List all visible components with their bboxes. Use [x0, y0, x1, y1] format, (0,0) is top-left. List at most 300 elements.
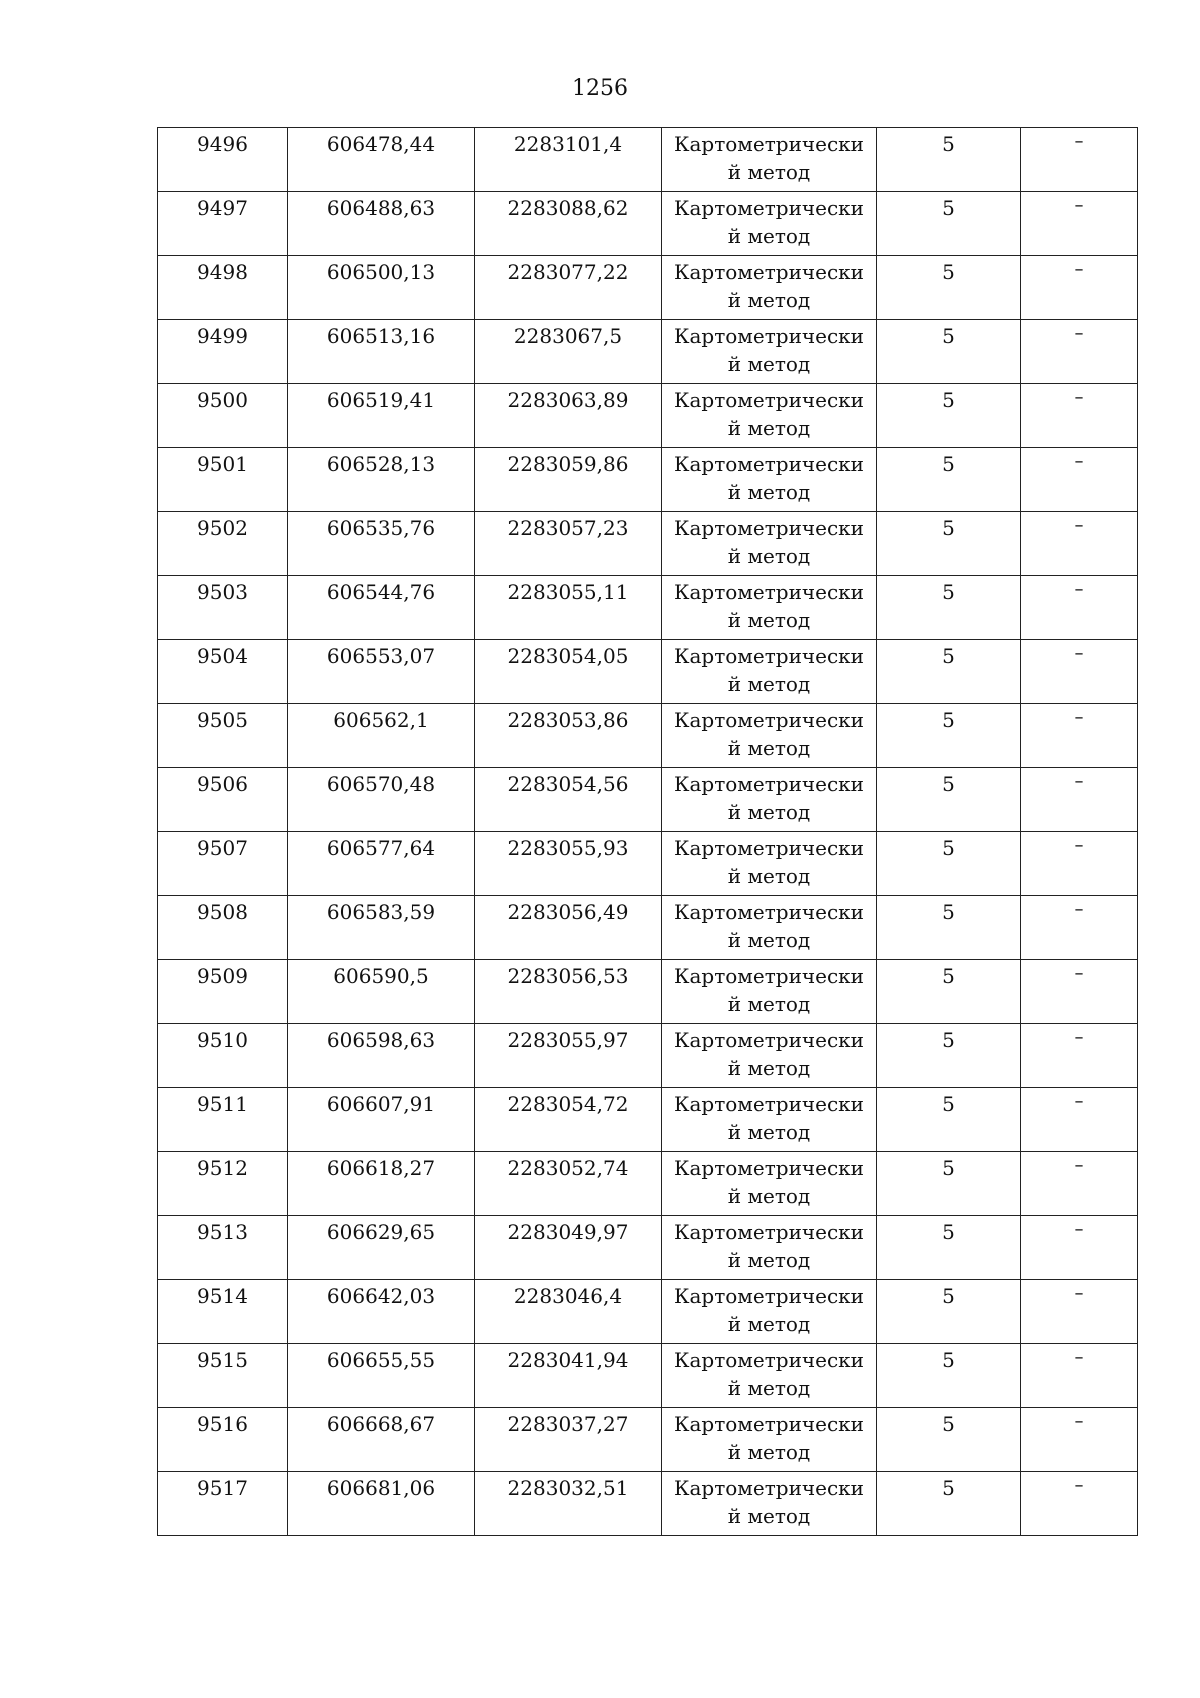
note-cell	[1021, 960, 1138, 1024]
accuracy-value: 5	[942, 1284, 955, 1308]
method-cell	[662, 256, 877, 320]
table-row	[158, 448, 1138, 512]
method-line-2: й метод	[727, 1504, 811, 1528]
accuracy-cell	[877, 768, 1021, 832]
note-cell	[1021, 576, 1138, 640]
note-value: –	[1074, 963, 1084, 984]
point-id-value: 9516	[197, 1412, 248, 1436]
method-cell	[662, 1280, 877, 1344]
accuracy-cell	[877, 384, 1021, 448]
method-line-1: Картометрически	[674, 580, 864, 604]
table-row	[158, 128, 1138, 192]
point-id-value: 9513	[197, 1220, 248, 1244]
method-text	[662, 512, 876, 570]
note-cell	[1021, 1088, 1138, 1152]
point-id-value: 9499	[197, 324, 248, 348]
note-value: –	[1074, 835, 1084, 856]
y-coordinate-cell	[475, 1408, 662, 1472]
accuracy-value: 5	[942, 900, 955, 924]
method-text	[662, 192, 876, 250]
accuracy-cell	[877, 1216, 1021, 1280]
table-row	[158, 1472, 1138, 1536]
method-cell	[662, 1152, 877, 1216]
x-coordinate-cell	[288, 1024, 475, 1088]
y-coordinate-value: 2283057,23	[507, 516, 629, 540]
point-id-value: 9515	[197, 1348, 248, 1372]
method-text	[662, 1472, 876, 1530]
note-value: –	[1074, 1283, 1084, 1304]
method-cell	[662, 768, 877, 832]
method-cell	[662, 384, 877, 448]
accuracy-cell	[877, 960, 1021, 1024]
method-cell	[662, 1216, 877, 1280]
note-cell	[1021, 1024, 1138, 1088]
accuracy-value: 5	[942, 836, 955, 860]
x-coordinate-cell	[288, 1088, 475, 1152]
x-coordinate-value: 606668,67	[326, 1412, 436, 1436]
method-line-2: й метод	[727, 1120, 811, 1144]
table-row	[158, 1152, 1138, 1216]
method-line-2: й метод	[727, 224, 811, 248]
accuracy-value: 5	[942, 1476, 955, 1500]
accuracy-cell	[877, 1024, 1021, 1088]
method-line-2: й метод	[727, 928, 811, 952]
method-line-1: Картометрически	[674, 516, 864, 540]
x-coordinate-cell	[288, 320, 475, 384]
point-id-cell	[158, 1280, 288, 1344]
method-line-1: Картометрически	[674, 836, 864, 860]
point-id-value: 9509	[197, 964, 248, 988]
x-coordinate-value: 606629,65	[326, 1220, 436, 1244]
x-coordinate-value: 606642,03	[326, 1284, 436, 1308]
y-coordinate-cell	[475, 832, 662, 896]
table-row	[158, 1280, 1138, 1344]
y-coordinate-cell	[475, 1152, 662, 1216]
point-id-value: 9510	[197, 1028, 248, 1052]
accuracy-value: 5	[942, 516, 955, 540]
point-id-cell	[158, 1472, 288, 1536]
note-value: –	[1074, 771, 1084, 792]
y-coordinate-cell	[475, 704, 662, 768]
point-id-cell	[158, 1024, 288, 1088]
x-coordinate-value: 606478,44	[326, 132, 436, 156]
y-coordinate-value: 2283053,86	[507, 708, 629, 732]
table-body	[158, 128, 1138, 1536]
note-value: –	[1074, 1219, 1084, 1240]
point-id-cell	[158, 704, 288, 768]
table-row	[158, 320, 1138, 384]
note-cell	[1021, 192, 1138, 256]
method-text	[662, 896, 876, 954]
method-line-2: й метод	[727, 160, 811, 184]
point-id-cell	[158, 256, 288, 320]
y-coordinate-value: 2283046,4	[513, 1284, 623, 1308]
note-value: –	[1074, 643, 1084, 664]
accuracy-value: 5	[942, 1092, 955, 1116]
y-coordinate-cell	[475, 1024, 662, 1088]
y-coordinate-cell	[475, 576, 662, 640]
y-coordinate-value: 2283063,89	[507, 388, 629, 412]
accuracy-cell	[877, 1088, 1021, 1152]
note-cell	[1021, 1344, 1138, 1408]
accuracy-cell	[877, 704, 1021, 768]
x-coordinate-value: 606618,27	[326, 1156, 436, 1180]
table-row	[158, 896, 1138, 960]
method-cell	[662, 896, 877, 960]
method-line-2: й метод	[727, 1312, 811, 1336]
y-coordinate-cell	[475, 192, 662, 256]
method-text	[662, 1344, 876, 1402]
method-line-2: й метод	[727, 1056, 811, 1080]
method-text	[662, 832, 876, 890]
x-coordinate-cell	[288, 448, 475, 512]
accuracy-value: 5	[942, 644, 955, 668]
method-line-1: Картометрически	[674, 324, 864, 348]
accuracy-cell	[877, 448, 1021, 512]
note-cell	[1021, 512, 1138, 576]
x-coordinate-value: 606544,76	[326, 580, 436, 604]
method-line-2: й метод	[727, 736, 811, 760]
y-coordinate-cell	[475, 1344, 662, 1408]
y-coordinate-cell	[475, 960, 662, 1024]
method-line-1: Картометрически	[674, 772, 864, 796]
accuracy-value: 5	[942, 1220, 955, 1244]
x-coordinate-value: 606535,76	[326, 516, 436, 540]
method-line-1: Картометрически	[674, 1412, 864, 1436]
x-coordinate-cell	[288, 704, 475, 768]
method-line-2: й метод	[727, 992, 811, 1016]
accuracy-cell	[877, 896, 1021, 960]
table-row	[158, 384, 1138, 448]
point-id-value: 9496	[197, 132, 248, 156]
point-id-cell	[158, 384, 288, 448]
y-coordinate-cell	[475, 640, 662, 704]
method-line-2: й метод	[727, 544, 811, 568]
x-coordinate-cell	[288, 384, 475, 448]
y-coordinate-cell	[475, 1216, 662, 1280]
point-id-value: 9504	[197, 644, 248, 668]
method-line-2: й метод	[727, 1184, 811, 1208]
point-id-cell	[158, 1152, 288, 1216]
x-coordinate-value: 606519,41	[326, 388, 436, 412]
accuracy-cell	[877, 1280, 1021, 1344]
method-cell	[662, 1088, 877, 1152]
accuracy-value: 5	[942, 1156, 955, 1180]
point-id-value: 9503	[197, 580, 248, 604]
note-cell	[1021, 384, 1138, 448]
method-text	[662, 1088, 876, 1146]
method-line-2: й метод	[727, 1248, 811, 1272]
point-id-value: 9517	[197, 1476, 248, 1500]
method-cell	[662, 1472, 877, 1536]
y-coordinate-cell	[475, 384, 662, 448]
table-row	[158, 576, 1138, 640]
point-id-cell	[158, 128, 288, 192]
method-text	[662, 640, 876, 698]
x-coordinate-value: 606590,5	[333, 964, 429, 988]
method-line-1: Картометрически	[674, 132, 864, 156]
point-id-cell	[158, 1344, 288, 1408]
x-coordinate-value: 606607,91	[326, 1092, 436, 1116]
x-coordinate-value: 606553,07	[326, 644, 436, 668]
accuracy-value: 5	[942, 1348, 955, 1372]
note-cell	[1021, 1472, 1138, 1536]
y-coordinate-value: 2283049,97	[507, 1220, 629, 1244]
point-id-value: 9505	[197, 708, 248, 732]
method-cell	[662, 192, 877, 256]
note-value: –	[1074, 1091, 1084, 1112]
point-id-cell	[158, 320, 288, 384]
y-coordinate-value: 2283101,4	[513, 132, 623, 156]
coordinates-table	[157, 127, 1138, 1536]
method-line-2: й метод	[727, 288, 811, 312]
note-cell	[1021, 640, 1138, 704]
method-line-1: Картометрически	[674, 1220, 864, 1244]
accuracy-value: 5	[942, 708, 955, 732]
method-text	[662, 960, 876, 1018]
y-coordinate-value: 2283056,53	[507, 964, 629, 988]
y-coordinate-value: 2283054,05	[507, 644, 629, 668]
x-coordinate-cell	[288, 1280, 475, 1344]
y-coordinate-cell	[475, 1472, 662, 1536]
point-id-value: 9497	[197, 196, 248, 220]
method-text	[662, 448, 876, 506]
accuracy-cell	[877, 576, 1021, 640]
method-cell	[662, 832, 877, 896]
accuracy-cell	[877, 512, 1021, 576]
note-value: –	[1074, 387, 1084, 408]
method-text	[662, 1280, 876, 1338]
note-cell	[1021, 1216, 1138, 1280]
method-line-1: Картометрически	[674, 260, 864, 284]
note-cell	[1021, 448, 1138, 512]
method-text	[662, 1216, 876, 1274]
point-id-value: 9512	[197, 1156, 248, 1180]
accuracy-cell	[877, 320, 1021, 384]
point-id-cell	[158, 448, 288, 512]
note-cell	[1021, 768, 1138, 832]
point-id-cell	[158, 640, 288, 704]
method-line-1: Картометрически	[674, 1284, 864, 1308]
y-coordinate-value: 2283059,86	[507, 452, 629, 476]
x-coordinate-cell	[288, 128, 475, 192]
y-coordinate-value: 2283077,22	[507, 260, 629, 284]
page-number: 1256	[572, 76, 628, 101]
accuracy-value: 5	[942, 580, 955, 604]
y-coordinate-value: 2283088,62	[507, 196, 629, 220]
note-value: –	[1074, 1347, 1084, 1368]
y-coordinate-cell	[475, 320, 662, 384]
y-coordinate-cell	[475, 128, 662, 192]
method-line-2: й метод	[727, 608, 811, 632]
point-id-value: 9506	[197, 772, 248, 796]
accuracy-value: 5	[942, 132, 955, 156]
accuracy-value: 5	[942, 964, 955, 988]
point-id-cell	[158, 896, 288, 960]
y-coordinate-cell	[475, 512, 662, 576]
method-line-1: Картометрически	[674, 964, 864, 988]
table-row	[158, 1216, 1138, 1280]
method-line-1: Картометрически	[674, 900, 864, 924]
table-row	[158, 192, 1138, 256]
point-id-value: 9500	[197, 388, 248, 412]
method-cell	[662, 320, 877, 384]
x-coordinate-cell	[288, 832, 475, 896]
note-value: –	[1074, 579, 1084, 600]
accuracy-cell	[877, 192, 1021, 256]
note-cell	[1021, 320, 1138, 384]
accuracy-value: 5	[942, 388, 955, 412]
x-coordinate-cell	[288, 576, 475, 640]
note-value: –	[1074, 195, 1084, 216]
x-coordinate-cell	[288, 1216, 475, 1280]
accuracy-value: 5	[942, 196, 955, 220]
method-line-2: й метод	[727, 480, 811, 504]
y-coordinate-cell	[475, 1088, 662, 1152]
note-value: –	[1074, 707, 1084, 728]
x-coordinate-cell	[288, 1152, 475, 1216]
table-row	[158, 704, 1138, 768]
note-cell	[1021, 1152, 1138, 1216]
method-cell	[662, 448, 877, 512]
point-id-value: 9502	[197, 516, 248, 540]
note-cell	[1021, 832, 1138, 896]
note-value: –	[1074, 1027, 1084, 1048]
point-id-cell	[158, 512, 288, 576]
method-line-2: й метод	[727, 416, 811, 440]
y-coordinate-value: 2283054,72	[507, 1092, 629, 1116]
table-row	[158, 1024, 1138, 1088]
x-coordinate-value: 606488,63	[326, 196, 436, 220]
point-id-value: 9501	[197, 452, 248, 476]
note-cell	[1021, 256, 1138, 320]
method-line-1: Картометрически	[674, 452, 864, 476]
method-line-1: Картометрически	[674, 1348, 864, 1372]
note-cell	[1021, 128, 1138, 192]
x-coordinate-cell	[288, 256, 475, 320]
method-line-1: Картометрически	[674, 1476, 864, 1500]
y-coordinate-cell	[475, 256, 662, 320]
accuracy-cell	[877, 1472, 1021, 1536]
method-cell	[662, 128, 877, 192]
note-cell	[1021, 1408, 1138, 1472]
point-id-value: 9511	[197, 1092, 248, 1116]
table-row	[158, 640, 1138, 704]
x-coordinate-cell	[288, 1472, 475, 1536]
method-text	[662, 1408, 876, 1466]
accuracy-cell	[877, 640, 1021, 704]
method-line-1: Картометрически	[674, 708, 864, 732]
point-id-cell	[158, 1216, 288, 1280]
note-value: –	[1074, 451, 1084, 472]
method-line-2: й метод	[727, 1376, 811, 1400]
accuracy-value: 5	[942, 452, 955, 476]
y-coordinate-value: 2283055,97	[507, 1028, 629, 1052]
point-id-cell	[158, 960, 288, 1024]
note-value: –	[1074, 259, 1084, 280]
x-coordinate-cell	[288, 1344, 475, 1408]
note-value: –	[1074, 131, 1084, 152]
note-cell	[1021, 704, 1138, 768]
point-id-cell	[158, 1088, 288, 1152]
x-coordinate-value: 606583,59	[326, 900, 436, 924]
accuracy-value: 5	[942, 772, 955, 796]
table-row	[158, 1408, 1138, 1472]
x-coordinate-value: 606528,13	[326, 452, 436, 476]
method-text	[662, 576, 876, 634]
x-coordinate-value: 606598,63	[326, 1028, 436, 1052]
table-row	[158, 256, 1138, 320]
note-value: –	[1074, 1155, 1084, 1176]
x-coordinate-value: 606681,06	[326, 1476, 436, 1500]
accuracy-value: 5	[942, 324, 955, 348]
point-id-cell	[158, 1408, 288, 1472]
accuracy-value: 5	[942, 260, 955, 284]
method-cell	[662, 576, 877, 640]
accuracy-cell	[877, 128, 1021, 192]
table-row	[158, 1088, 1138, 1152]
y-coordinate-value: 2283055,93	[507, 836, 629, 860]
method-cell	[662, 640, 877, 704]
x-coordinate-cell	[288, 1408, 475, 1472]
x-coordinate-value: 606570,48	[326, 772, 436, 796]
table-row	[158, 1344, 1138, 1408]
point-id-value: 9507	[197, 836, 248, 860]
x-coordinate-value: 606513,16	[326, 324, 436, 348]
method-cell	[662, 1408, 877, 1472]
table-row	[158, 512, 1138, 576]
accuracy-value: 5	[942, 1028, 955, 1052]
y-coordinate-cell	[475, 896, 662, 960]
method-line-2: й метод	[727, 1440, 811, 1464]
x-coordinate-value: 606577,64	[326, 836, 436, 860]
method-text	[662, 704, 876, 762]
method-cell	[662, 512, 877, 576]
point-id-value: 9498	[197, 260, 248, 284]
method-line-2: й метод	[727, 864, 811, 888]
accuracy-cell	[877, 832, 1021, 896]
method-text	[662, 1152, 876, 1210]
method-text	[662, 320, 876, 378]
note-cell	[1021, 896, 1138, 960]
y-coordinate-value: 2283032,51	[507, 1476, 629, 1500]
method-cell	[662, 1344, 877, 1408]
point-id-cell	[158, 832, 288, 896]
note-value: –	[1074, 323, 1084, 344]
y-coordinate-value: 2283067,5	[513, 324, 623, 348]
method-text	[662, 128, 876, 186]
method-text	[662, 1024, 876, 1082]
note-value: –	[1074, 1475, 1084, 1496]
y-coordinate-value: 2283056,49	[507, 900, 629, 924]
y-coordinate-cell	[475, 1280, 662, 1344]
note-cell	[1021, 1280, 1138, 1344]
x-coordinate-value: 606562,1	[333, 708, 429, 732]
y-coordinate-value: 2283054,56	[507, 772, 629, 796]
method-line-2: й метод	[727, 672, 811, 696]
method-line-2: й метод	[727, 352, 811, 376]
method-text	[662, 768, 876, 826]
y-coordinate-value: 2283041,94	[507, 1348, 629, 1372]
y-coordinate-cell	[475, 448, 662, 512]
accuracy-cell	[877, 1344, 1021, 1408]
x-coordinate-cell	[288, 768, 475, 832]
method-line-1: Картометрически	[674, 1028, 864, 1052]
note-value: –	[1074, 1411, 1084, 1432]
point-id-value: 9514	[197, 1284, 248, 1308]
x-coordinate-value: 606655,55	[326, 1348, 436, 1372]
accuracy-cell	[877, 1152, 1021, 1216]
